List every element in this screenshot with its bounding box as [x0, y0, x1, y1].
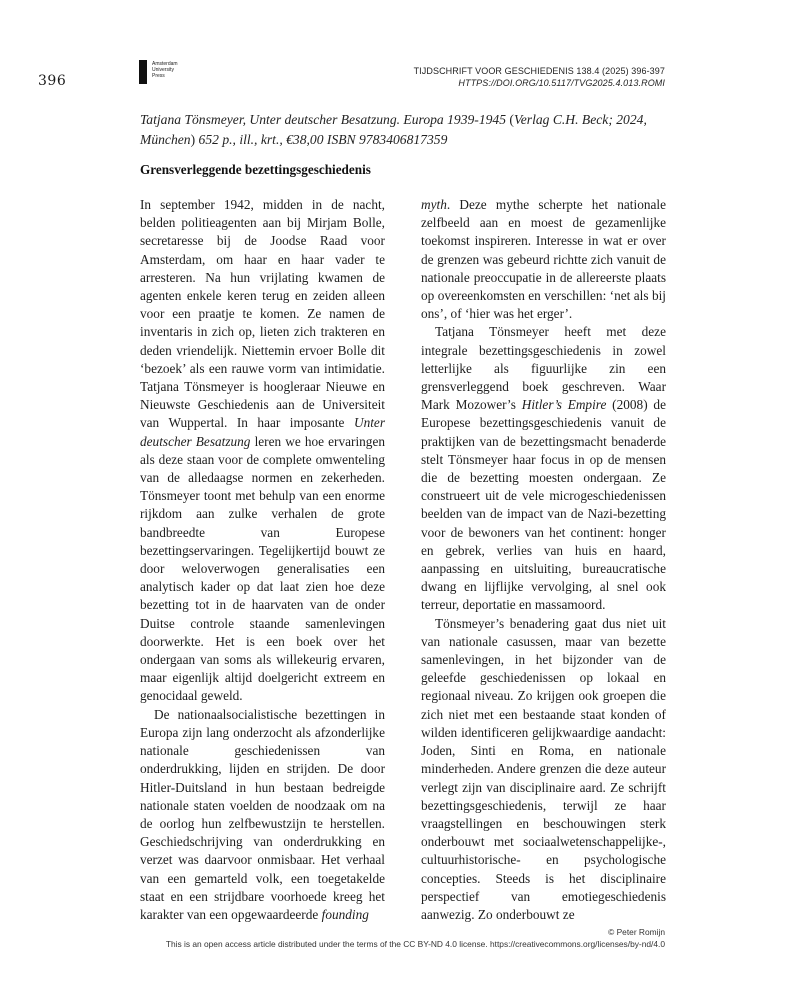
journal-citation: TIJDSCHRIFT VOOR GESCHIEDENIS 138.4 (2025) 396-397 — [413, 66, 665, 76]
book-publisher: Verlag C.H. Beck; 2024, München — [140, 112, 647, 147]
text-run: De nationaalsocialistische bezettingen in Europa zijn lang onderzocht als afzonderlijke nationale geschiedenissen van onderdrukking, lijden en strijden. De door Hitler-Duitsland in hun bestaan bedreigde nationale staten voelden de noodzaak om na de oorlog hun zelfbewustzijn te herstellen. Geschiedschrijving van onderdrukking en verzet was daarvoor onmisbaar. Het verhaal van een gemarteld volk, een toegetakelde staat en een strijdbare voorhoede kreeg het karakter van een opgewaardeerde — [140, 706, 385, 922]
journal-header — [414, 65, 665, 89]
paragraph — [421, 196, 666, 323]
text-run: Tatjana Tönsmeyer heeft met deze integrale bezettingsgeschiedenis in zowel letterlijke als figuurlijke zin een grensverleggend boek geschreven. Waar Mark Mozower’s — [421, 324, 666, 413]
page-number: 396 — [38, 73, 67, 89]
book-reference — [140, 110, 665, 149]
book-author-title: Tatjana Tönsmeyer, Unter deutscher Besatzung. Europa 1939-1945 — [140, 112, 507, 127]
logo-line: Press — [152, 73, 165, 79]
text-run: Tönsmeyer’s benadering gaat dus niet uit van nationale casussen, maar van bezette samenlevingen, in het bijzonder van de geleefde geschiedenissen op lokaal en regionaal niveau. Zo krijgen ook groepen die zich niet met een bestaande staat konden of wilden identificeren gelijkwaardige aandacht: Joden, Sinti en Roma, en nationale minderheden. Andere grenzen die deze auteur verlegt zijn van disciplinaire aard. Ze schrijft bezettingsgeschiedenis, terwijl ze haar vraagstellingen en beschouwingen sterk onderbouwt met sociaalwetenschappelijke-, cultuurhistorische- en psychologische concepties. Steeds is het disciplinaire perspectief van emotiegeschiedenis aanwezig. Zo onderbouwt ze — [421, 615, 666, 922]
text-run: leren we hoe ervaringen als deze staan voor de complete omwenteling van de alledaagse normen en zekerheden. Tönsmeyer toont met behulp van een enorme rijkdom aan zulke verhalen de grote bandbreedte van Europese bezettingservaringen. Tegelijkertijd bouwt ze door weloverwogen generalisaties een analytisch kader op dat laat zien hoe deze bezetting tot in de haarvaten van de onder Duitse controle staande samenlevingen doorwerkte. Het is een boek over het ondergaan van soms als willekeurig ervaren, maar eigenlijk altijd doelgericht extreem en genocidaal geweld. — [140, 433, 385, 704]
review-title: Grensverleggende bezettingsgeschiedenis — [140, 162, 371, 177]
logo-line: University — [152, 67, 174, 73]
text-run: (2008) de Europese bezettingsgeschiedenis vanuit de praktijken van de bezettingsmacht benaderde stelt Tönsmeyer haar focus in op de mensen die de bezetting moesten ondergaan. Ze construeert uit de vele microgeschiedenissen beelden van de impact van de Nazi-bezetting voor de bewoners van het continent: honger en gebrek, verlies van huis en haard, aanpassing en uitsluiting, bureaucratische dwang en lijflijke vervolging, al snel ook terreur, deportatie en massamoord. — [421, 397, 666, 613]
paragraph — [421, 323, 666, 614]
logo-mark-icon — [139, 60, 147, 84]
right-column — [421, 196, 666, 924]
italic-term: founding — [321, 906, 369, 922]
text-run: In september 1942, midden in de nacht, belden politieagenten aan bij Mirjam Bolle, secretaresse bij de Joodse Raad voor Amsterdam, om haar en haar vader te arresteren. Na hun vrijlating kwamen de agenten enkele keren terug en zeiden alleen voor een praatje te komen. Ze namen de inventaris in zich op, lieten zich trakteren en deden vriendelijk. Niettemin ervoer Bolle dit ‘bezoek’ als een rauwe vorm van intimidatie. Tatjana Tönsmeyer is hoogleraar Nieuwe en Nieuwste Geschiedenis aan de Universiteit van Wuppertal. In haar imposante — [140, 197, 385, 431]
paren-close: ) — [190, 131, 196, 147]
paragraph — [421, 615, 666, 924]
doi-link[interactable]: HTTPS://DOI.ORG/10.5117/TVG2025.4.013.ROMI — [458, 78, 665, 88]
publisher-logo — [139, 60, 178, 84]
book-title-italic: Unter deutscher Besatzung — [140, 415, 385, 449]
book-title-italic: Hitler’s Empire — [521, 397, 607, 413]
copyright: © Peter Romijn — [608, 927, 665, 937]
book-details: 652 p., ill., krt., €38,00 ISBN 9783406817359 — [198, 131, 448, 147]
paragraph — [140, 196, 385, 706]
paragraph — [140, 706, 385, 924]
italic-term: myth — [421, 197, 447, 212]
left-column — [140, 196, 385, 924]
text-run: . Deze mythe scherpte het nationale zelfbeeld aan en moest de gezamenlijke toekomst inspireren. Interesse in wat er over de grenzen was gebeurd richtte zich vanuit de nationale preoccupatie in de allereerste plaats op overeenkomsten en verschillen: ‘net als bij ons’, of ‘hier was het erger’. — [421, 197, 666, 322]
license-notice[interactable]: This is an open access article distributed under the terms of the CC BY-ND 4.0 license. https://creativecommons.org/licenses/by-nd/4.0 — [165, 939, 665, 949]
footer — [166, 926, 665, 950]
logo-line: Amsterdam — [152, 61, 178, 67]
paren-open: ( — [509, 112, 514, 127]
logo-text — [152, 61, 178, 79]
